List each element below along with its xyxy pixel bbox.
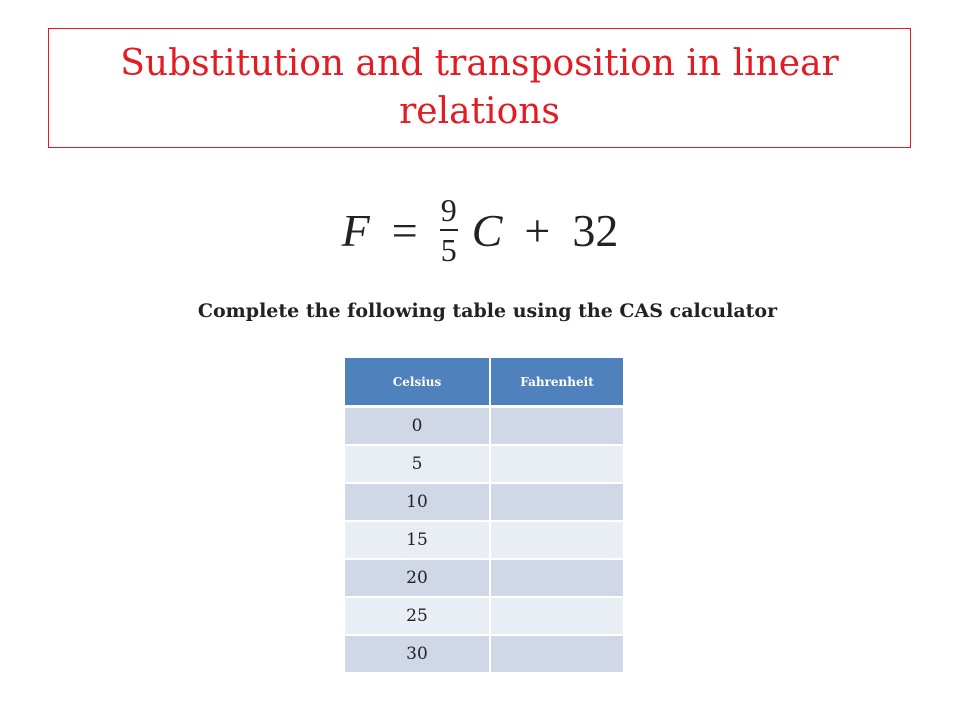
table-row [345,559,623,597]
fahrenheit-cell[interactable] [490,407,623,446]
celsius-cell: 20 [345,559,490,597]
header-celsius: Celsius [345,358,490,407]
conversion-table [345,358,623,674]
title-box [48,28,911,148]
celsius-cell: 30 [345,635,490,673]
formula-fraction [440,193,458,267]
fahrenheit-cell[interactable] [490,635,623,673]
formula [0,185,960,275]
table-row [345,483,623,521]
instruction-text: Complete the following table using the CAS calculator [197,300,778,322]
celsius-cell: 10 [345,483,490,521]
table-header-row [345,358,623,407]
formula-plus: + [524,204,551,256]
fahrenheit-cell[interactable] [490,559,623,597]
fahrenheit-cell[interactable] [490,521,623,559]
formula-denominator: 5 [440,232,457,268]
header-fahrenheit: Fahrenheit [490,358,623,407]
formula-numerator: 9 [440,192,457,228]
table-row [345,407,623,446]
table-row [345,597,623,635]
formula-equals: = [391,204,418,256]
formula-constant: 32 [572,204,619,256]
table-row [345,445,623,483]
fahrenheit-cell[interactable] [490,483,623,521]
formula-variable: C [471,204,503,256]
celsius-cell: 0 [345,407,490,446]
fraction-bar [440,229,458,231]
table-row [345,521,623,559]
fahrenheit-cell[interactable] [490,597,623,635]
formula-lhs: F [341,204,370,256]
celsius-cell: 25 [345,597,490,635]
celsius-cell: 15 [345,521,490,559]
slide-title: Substitution and transposition in linear relations [120,43,839,132]
celsius-cell: 5 [345,445,490,483]
fahrenheit-cell[interactable] [490,445,623,483]
table-row [345,635,623,673]
